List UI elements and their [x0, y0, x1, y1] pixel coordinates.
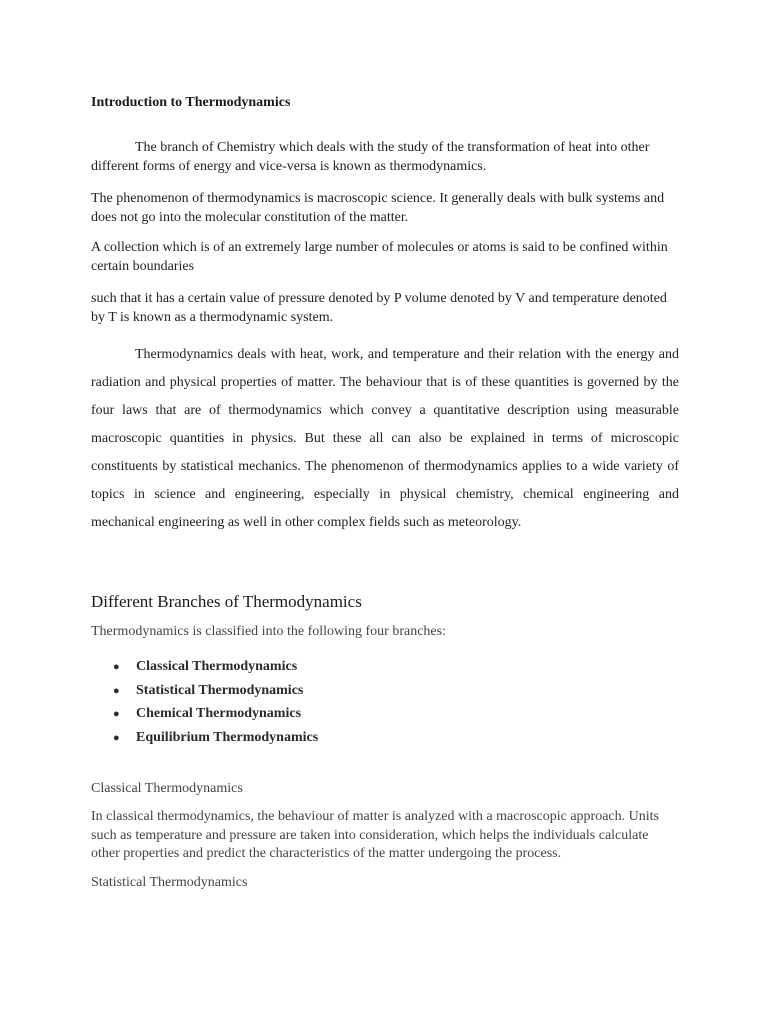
branch-label: Equilibrium Thermodynamics — [136, 730, 319, 746]
document-title: Introduction to Thermodynamics — [91, 95, 291, 110]
bullet-icon: ● — [113, 708, 120, 721]
paragraph-system: such that it has a certain value of pressure denoted by P volume denoted by V and temperature denoted by T is known as a thermodynamic system. — [91, 291, 667, 325]
section-intro: Thermodynamics is classified into the following four branches: — [91, 624, 446, 639]
bullet-icon: ● — [113, 684, 120, 697]
bullet-icon: ● — [113, 661, 120, 673]
subsection-text-classical: In classical thermodynamics, the behaviour of matter is analyzed with a macroscopic approach. Units such as temperature and pressure are taken into consideration, which helps the individuals calculate other properties and predict the characteristics of the matter undergoing the process. — [91, 809, 659, 861]
branch-label: Classical Thermodynamics — [136, 659, 298, 674]
branch-label: Chemical Thermodynamics — [136, 706, 302, 722]
subsection-heading-classical: Classical Thermodynamics — [91, 781, 243, 796]
branch-label: Statistical Thermodynamics — [136, 682, 304, 698]
paragraph-overview: Thermodynamics deals with heat, work, and temperature and their relation with the energy and radiation and physical properties of matter. The behaviour that is of these quantities is governed by the four laws that are of thermodynamics which convey a quantitative description using measurable macroscopic quantities in physics. But these all can also be explained in terms of microscopic constituents by statistical mechanics. The phenomenon of thermodynamics applies to a wide variety of topics in science and engineering, especially in physical chemistry, chemical engineering and mechanical engineering as well in other complex fields such as meteorology. — [91, 347, 679, 530]
paragraph-collection: A collection which is of an extremely large number of molecules or atoms is said to be confined within certain boundaries — [91, 240, 668, 274]
paragraph-macroscopic: The phenomenon of thermodynamics is macroscopic science. It generally deals with bulk systems and does not go into the molecular constitution of the matter. — [91, 191, 665, 225]
bullet-icon: ● — [113, 732, 120, 745]
paragraph-definition: The branch of Chemistry which deals with the study of the transformation of heat into other different forms of energy and vice-versa is known as thermodynamics. — [91, 140, 650, 174]
section-heading: Different Branches of Thermodynamics — [91, 592, 362, 611]
subsection-heading-statistical: Statistical Thermodynamics — [91, 875, 248, 890]
